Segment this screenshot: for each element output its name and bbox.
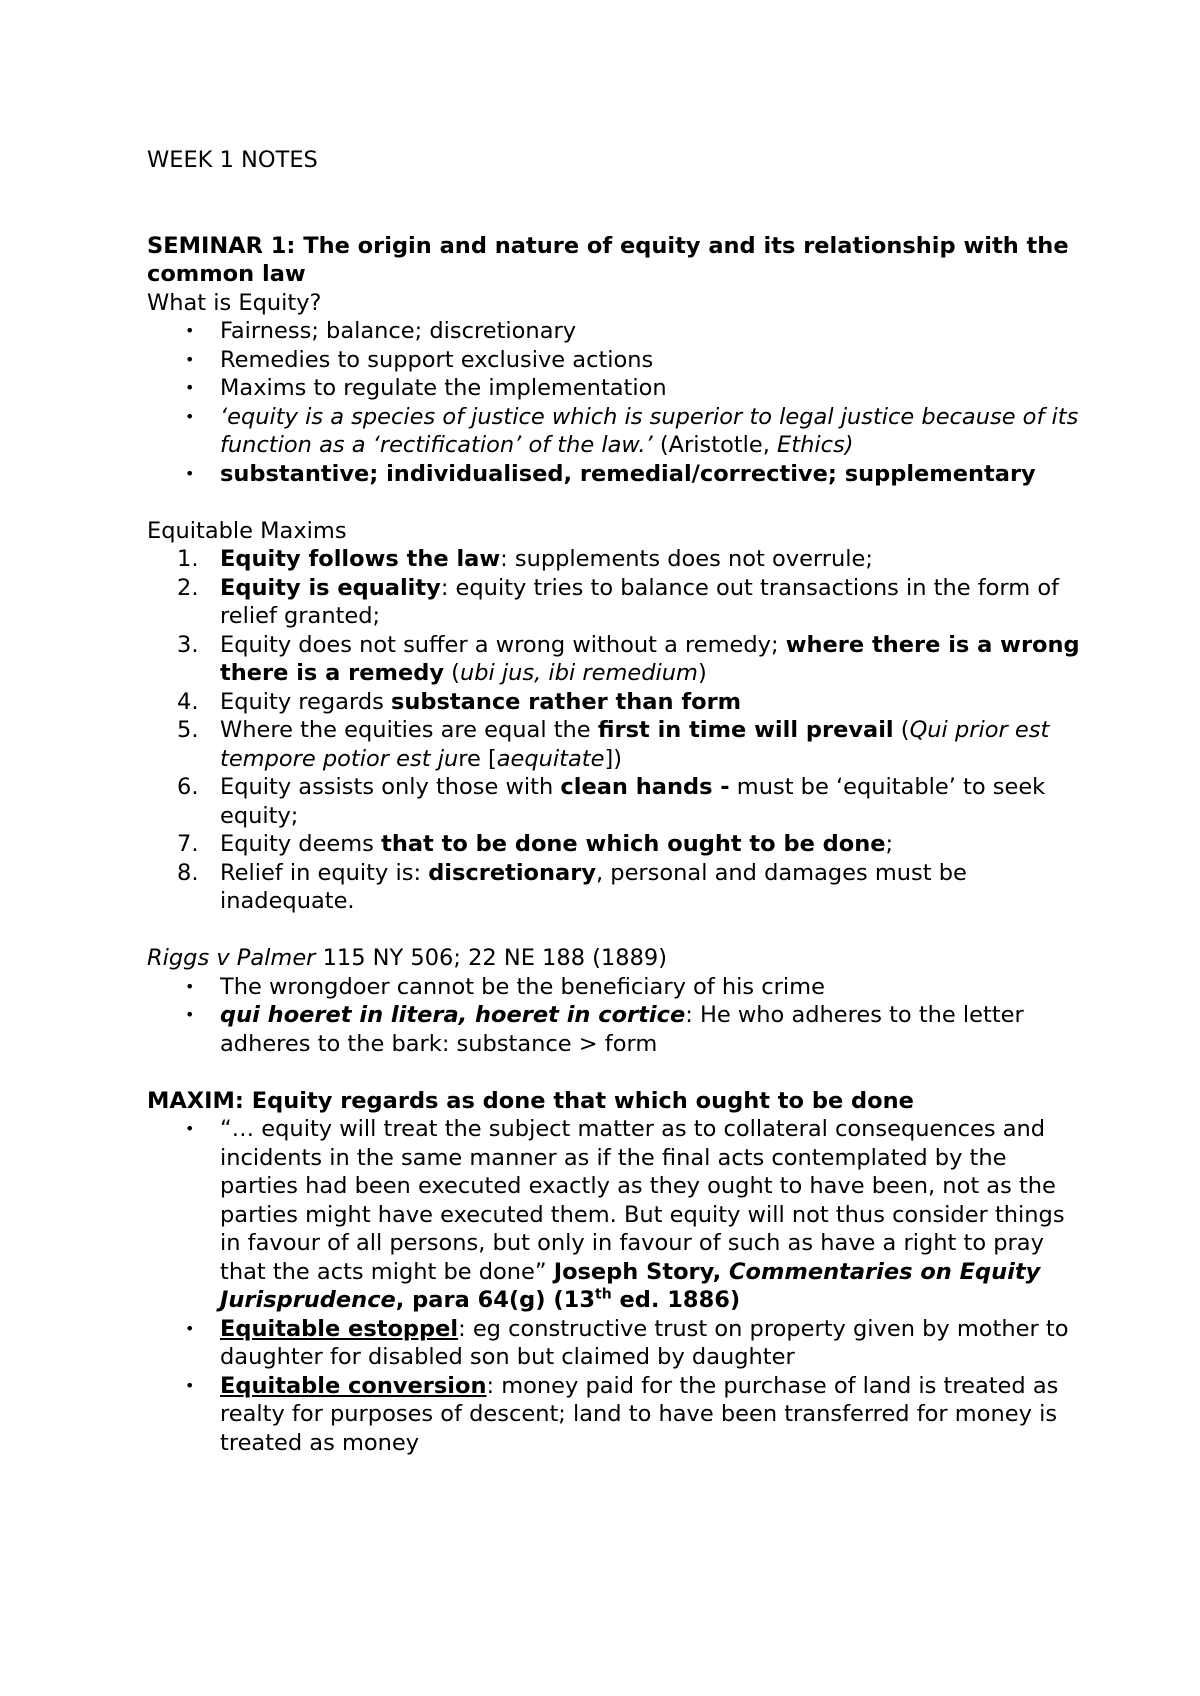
maxim-text: re [ [458, 745, 497, 772]
equity-definition-list [147, 317, 1087, 488]
maxim-bold: that to be done which ought to be done [381, 831, 886, 857]
maxim-item [147, 631, 1087, 688]
case-notes-list [147, 973, 1087, 1059]
list-item-text: Fairness; balance; discretionary [220, 318, 577, 344]
maxim-text: Where the equities are equal the [220, 717, 598, 743]
book-title: Commentaries on Equity Jurisprudence [220, 1258, 1041, 1313]
maxim-item [147, 716, 1087, 773]
story-quote: “… equity will treat the subject matter as to collateral consequences and incidents in the same manner as if the final acts contemplated by the parties had been executed exactly as they ought to have been, not as the parties might have executed them. But equity will not thus consider things in favour of all persons, but only in favour of such as have a right to pray that the acts might be done” [220, 1116, 1065, 1285]
maxim-bold: substance rather than form [390, 688, 742, 715]
list-item-text: : eg constructive trust on property given by mother to daughter for disabled son but claimed by daughter [220, 1315, 1069, 1370]
maxims-heading: Equitable Maxims [147, 517, 347, 544]
maxim-number: 8. [177, 859, 199, 886]
quote-author: Aristotle, [668, 432, 770, 458]
aristotle-quote: ‘equity is a species of justice which is superior to legal justice because of its function as a ‘rectification’ of the law.’ [220, 403, 1079, 458]
maxim-item [147, 830, 1087, 859]
maxim-text: must be ‘equitable’ to seek equity; [220, 774, 1046, 829]
maxims-list [147, 545, 1087, 916]
maxim-bold: first in time will prevail [597, 717, 894, 743]
maxim-latin: Qui prior est tempore potior est ju [220, 717, 1050, 772]
maxim-item [147, 773, 1087, 830]
maxim-item [147, 545, 1087, 574]
maxim-bold: Equity is equality [220, 574, 441, 601]
document-content [147, 146, 1087, 1457]
maxim-number: 5. [177, 717, 199, 743]
list-item [147, 973, 1087, 1002]
list-item-text: substantive; individualised, remedial/corrective; supplementary [220, 460, 1036, 487]
list-item-text: : He who adheres to the letter adheres to the bark: substance > form [220, 1002, 1024, 1057]
maxim-item [147, 688, 1087, 717]
quote-author: Joseph Story, [553, 1258, 729, 1285]
list-item [147, 1315, 1087, 1372]
maxim-text: ( [893, 717, 910, 743]
maxim-heading: MAXIM: Equity regards as done that which ought to be done [147, 1087, 914, 1114]
maxim-number: 6. [177, 774, 199, 800]
maxim-text: ]) [604, 745, 623, 772]
case-name: Riggs v Palmer [147, 945, 316, 971]
list-item-text: Remedies to support exclusive actions [220, 346, 654, 373]
list-item [147, 1372, 1087, 1458]
maxim-latin: ubi jus, ibi remedium [459, 660, 698, 686]
paren-open: ( [652, 432, 669, 458]
maxim-text: Equity assists only those with [220, 774, 561, 800]
maxim-number: 7. [177, 831, 199, 857]
maxim-text: ) [697, 660, 707, 686]
maxim-text: Relief in equity is: [220, 859, 429, 886]
list-item [147, 374, 1087, 403]
maxim-text: ; [885, 831, 894, 857]
book-edition: ed. 1886) [611, 1287, 741, 1313]
list-item-text: : money paid for the purchase of land is treated as realty for purposes of descent; land to have been transferred for money is treated as money [220, 1372, 1059, 1456]
list-item [147, 1001, 1087, 1058]
maxim-item [147, 859, 1087, 916]
ordinal-suffix: th [595, 1286, 612, 1303]
case-citation [147, 944, 1087, 973]
maxim-number: 1. [177, 546, 199, 572]
maxim-text: Equity deems [220, 831, 382, 857]
book-reference: , para 64(g) (13 [395, 1287, 595, 1313]
maxim-text: : equity tries to balance out transactions in the form of relief granted; [220, 574, 1060, 629]
maxim-number: 2. [177, 574, 199, 601]
list-item [147, 460, 1087, 489]
maxim-text: Equity does not suffer a wrong without a remedy; [220, 631, 786, 658]
equity-question: What is Equity? [147, 289, 322, 316]
spacer [147, 916, 1087, 945]
spacer [147, 175, 1087, 232]
maxim-notes-list [147, 1115, 1087, 1457]
list-item [147, 403, 1087, 460]
maxim-number: 4. [177, 688, 199, 715]
seminar-title: SEMINAR 1: The origin and nature of equity and its relationship with the common law [147, 232, 1069, 287]
maxim-bold: clean hands - [560, 774, 730, 800]
maxim-bold: where there is a wrong there is a remedy [220, 631, 1080, 686]
list-item-text: The wrongdoer cannot be the beneficiary of his crime [220, 973, 825, 1000]
maxim-text: , personal and damages must be inadequate. [220, 859, 967, 914]
maxim-number: 3. [177, 631, 199, 658]
maxim-text: Equity regards [220, 688, 391, 715]
term-label: Equitable conversion [220, 1372, 487, 1399]
list-item [147, 1115, 1087, 1315]
maxim-item [147, 574, 1087, 631]
maxim-latin: aequitate [496, 745, 605, 772]
list-item-text: Maxims to regulate the implementation [220, 375, 667, 401]
latin-maxim: qui hoeret in litera, hoeret in cortice [220, 1002, 686, 1028]
list-item [147, 317, 1087, 346]
spacer [147, 1058, 1087, 1087]
maxim-bold: Equity follows the law [220, 546, 501, 572]
case-reference: 115 NY 506; 22 NE 188 (1889) [315, 945, 667, 971]
spacer [147, 488, 1087, 517]
maxim-text: ( [444, 660, 460, 686]
maxim-text: : supplements does not overrule; [500, 546, 873, 572]
maxim-bold: discretionary [428, 859, 596, 886]
list-item [147, 346, 1087, 375]
term-label: Equitable estoppel [220, 1315, 459, 1342]
quote-work: Ethics) [769, 432, 854, 458]
week-title: WEEK 1 NOTES [147, 147, 318, 173]
